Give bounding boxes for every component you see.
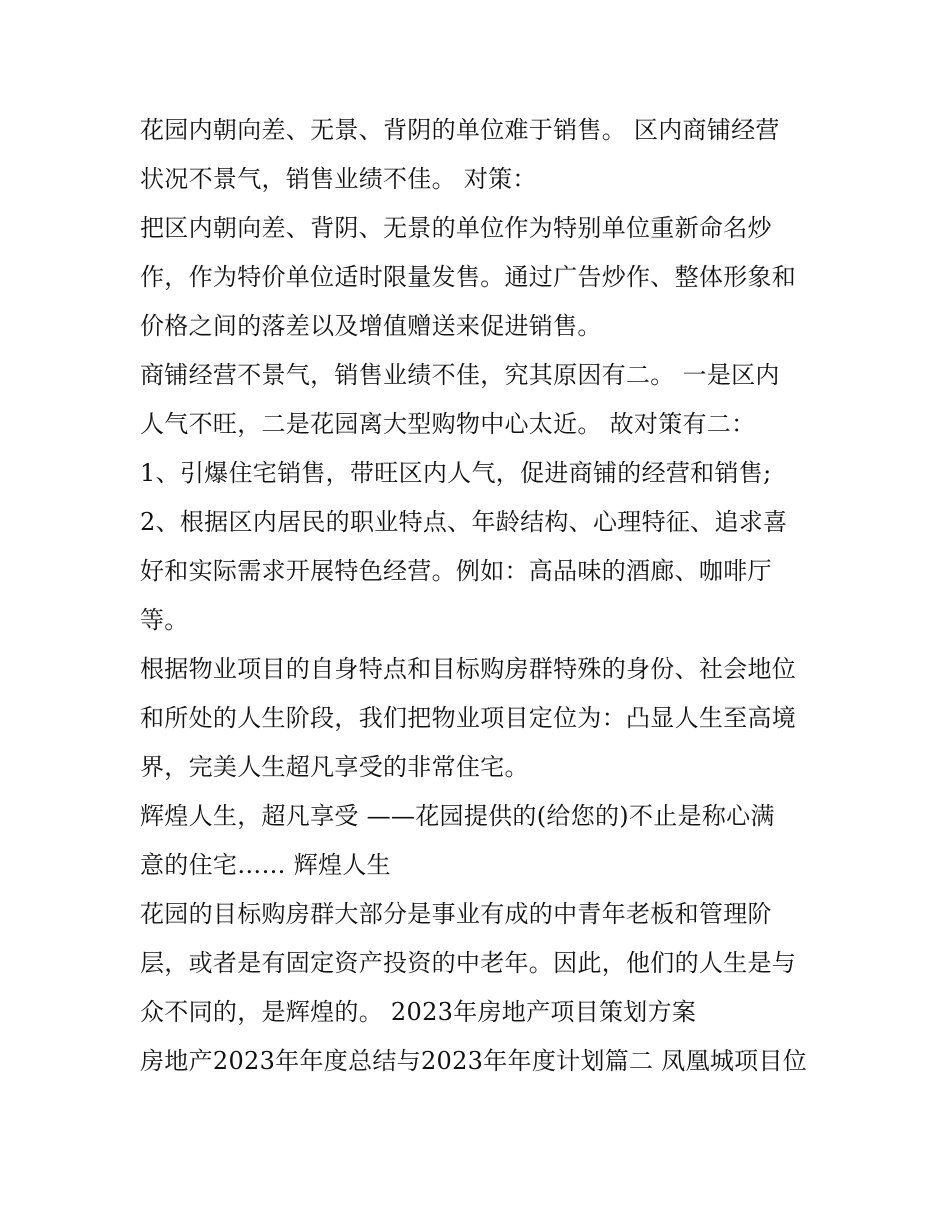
text-line-10: 好和实际需求开展特色经营。例如：高品味的酒廊、咖啡厅: [140, 557, 772, 585]
text-line-11: 等。: [140, 606, 189, 634]
text-line-1: 花园内朝向差、无景、背阴的单位难于销售。 区内商铺经营: [140, 116, 780, 144]
text-line-19: 众不同的，是辉煌的。 2023年房地产项目策划方案: [140, 998, 697, 1026]
text-line-5: 价格之间的落差以及增值赠送来促进销售。: [140, 312, 602, 340]
text-line-4: 作，作为特价单位适时限量发售。通过广告炒作、整体形象和: [140, 263, 797, 291]
text-line-8: 1、引爆住宅销售，带旺区内人气，促进商铺的经营和销售;: [140, 459, 772, 487]
text-line-16: 意的住宅…… 辉煌人生: [140, 851, 391, 879]
text-line-13: 和所处的人生阶段，我们把物业项目定位为：凸显人生至高境: [140, 704, 797, 732]
text-line-2: 状况不景气，销售业绩不佳。 对策：: [140, 165, 537, 193]
document-body: [140, 106, 820, 1086]
text-line-3: 把区内朝向差、背阴、无景的单位作为特别单位重新命名炒: [140, 214, 772, 242]
text-line-6: 商铺经营不景气，销售业绩不佳，究其原因有二。 一是区内: [140, 361, 780, 389]
text-line-12: 根据物业项目的自身特点和目标购房群特殊的身份、社会地位: [140, 655, 797, 683]
text-line-9: 2、根据区内居民的职业特点、年龄结构、心理特征、追求喜: [140, 508, 788, 536]
text-line-14: 界，完美人生超凡享受的非常住宅。: [140, 753, 529, 781]
text-line-18: 层，或者是有固定资产投资的中老年。因此，他们的人生是与: [140, 949, 797, 977]
text-line-20: 房地产2023年年度总结与2023年年度计划篇二 凤凰城项目位: [140, 1047, 808, 1075]
text-line-15: 辉煌人生，超凡享受 ——花园提供的(给您的)不止是称心满: [140, 802, 775, 830]
text-line-7: 人气不旺，二是花园离大型购物中心太近。 故对策有二：: [140, 410, 756, 438]
text-line-17: 花园的目标购房群大部分是事业有成的中青年老板和管理阶: [140, 900, 772, 928]
